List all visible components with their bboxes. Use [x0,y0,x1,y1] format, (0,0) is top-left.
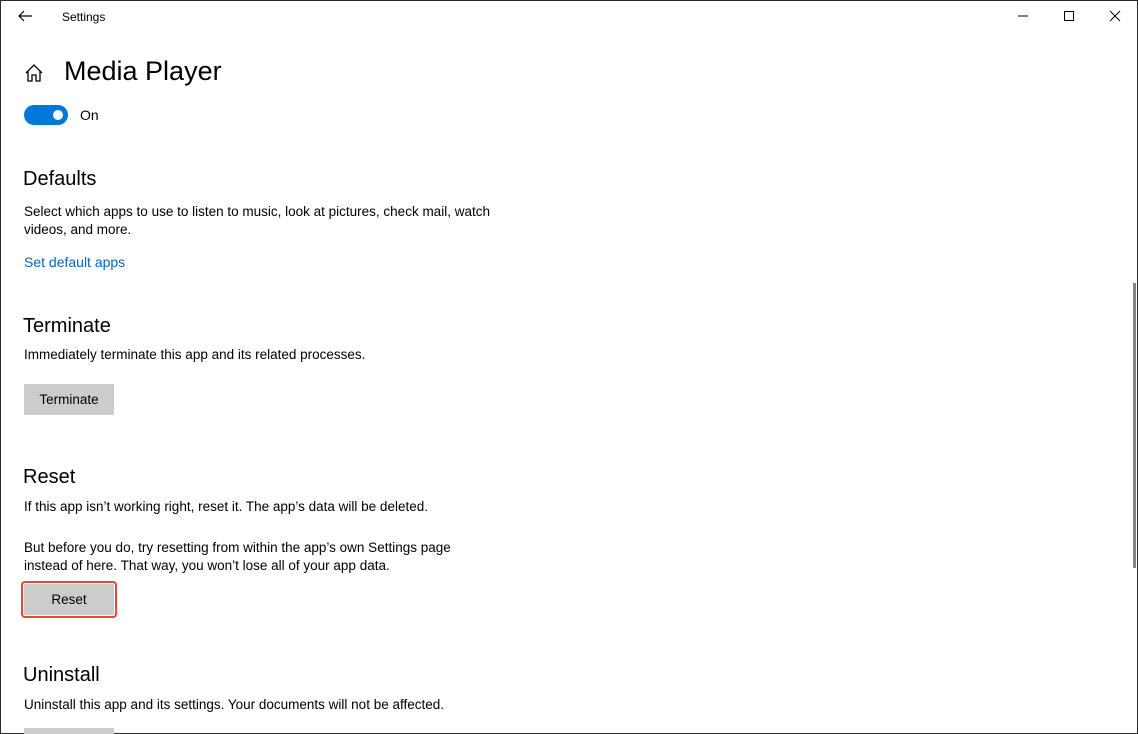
defaults-description: Select which apps to use to listen to music, look at pictures, check mail, watch videos, and more. [24,204,490,237]
title-bar [0,0,1138,32]
scrollbar[interactable] [1133,283,1136,568]
home-icon[interactable] [24,63,44,83]
set-default-apps-link[interactable]: Set default apps [24,254,126,270]
uninstall-button[interactable] [24,728,114,734]
reset-heading: Reset [23,466,76,488]
window-title: Settings [62,10,106,24]
maximize-icon [1063,10,1075,22]
terminate-heading: Terminate [23,315,111,337]
close-icon [1109,10,1121,22]
terminate-description: Immediately terminate this app and its related processes. [24,347,366,362]
defaults-heading: Defaults [23,168,97,190]
toggle-label: On [80,107,99,123]
reset-button[interactable]: Reset [24,584,114,615]
terminate-button[interactable]: Terminate [24,384,114,415]
uninstall-heading: Uninstall [23,664,100,686]
maximize-button[interactable] [1046,0,1092,32]
reset-description: If this app isn’t working right, reset it. The app’s data will be deleted. [24,499,428,514]
reset-warning: But before you do, try resetting from within the app’s own Settings page instead of here. That way, you won’t lose all of your app data. [24,540,451,573]
minimize-icon [1017,10,1029,22]
minimize-button[interactable] [1000,0,1046,32]
uninstall-description: Uninstall this app and its settings. Your documents will not be affected. [24,697,445,712]
back-arrow-icon[interactable] [16,7,34,25]
app-toggle[interactable] [24,105,68,125]
close-button[interactable] [1092,0,1138,32]
page-title: Media Player [64,56,222,86]
